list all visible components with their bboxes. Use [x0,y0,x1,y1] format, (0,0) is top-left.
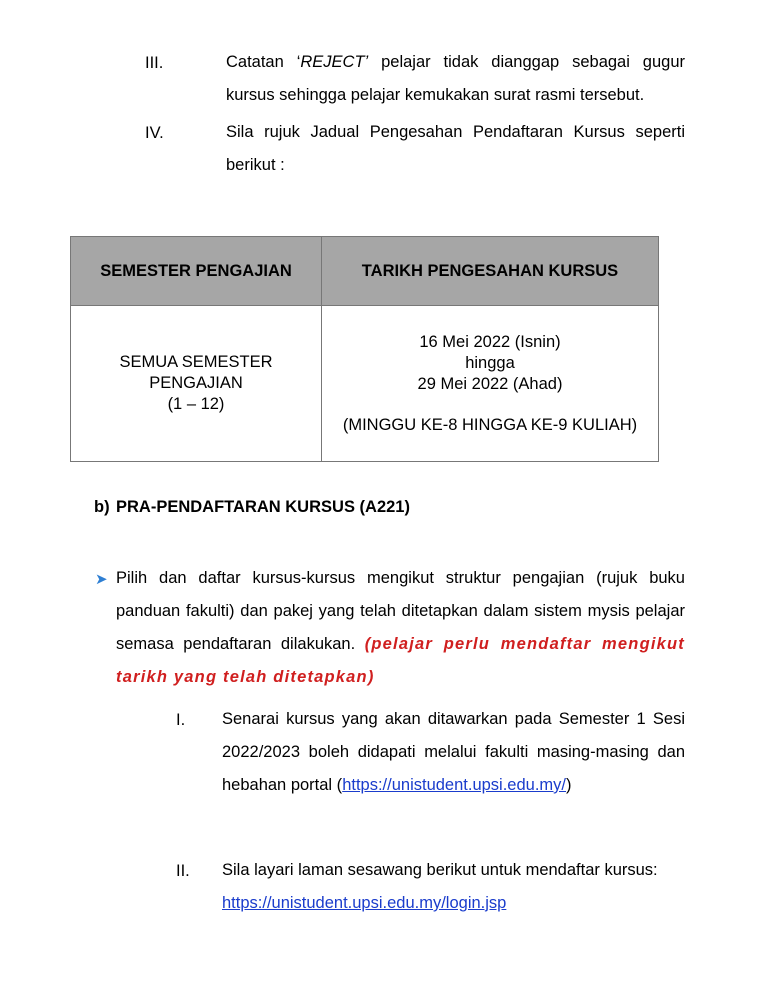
start-date: 16 Mei 2022 (Isnin) [419,332,561,351]
bullet-line: Pilih dan daftar kursus-kursus mengikut struktur pengajian (rujuk buku [116,569,685,587]
sub-i-line3 [222,769,685,802]
sub-i-line2: 2022/2023 boleh didapati melalui fakulti masing-masing dan [222,743,685,761]
semester-line: PENGAJIAN [149,374,243,392]
bullet-paragraph [116,562,685,694]
header-semester: SEMESTER PENGAJIAN [71,237,322,306]
bullet-line: panduan fakulti) dan pakej yang telah ditetapkan dalam sistem mysis pelajar [116,602,685,620]
item-iii-text [226,46,685,112]
item-iii-line1 [226,46,685,79]
numeral-iv: IV. [145,124,164,142]
header-confirmation-date: TARIKH PENGESAHAN KURSUS [322,237,659,306]
semester-line: SEMUA SEMESTER [119,353,273,371]
item-iv-line1: Sila rujuk Jadual Pengesahan Pendaftaran Kursus seperti [226,123,685,141]
reject-term: REJECT’ [300,53,369,71]
week-note: (MINGGU KE-8 HINGGA KE-9 KULIAH) [342,415,638,434]
arrow-bullet-icon: ➤ [95,571,108,588]
semester-cell [71,306,322,462]
bullet-line-mixed [116,628,685,661]
deadline-emphasis: (pelajar perlu mendaftar mengikut [364,635,685,653]
numeral-iii: III. [145,54,164,72]
course-confirmation-table [70,236,659,462]
table-header-row [71,237,659,306]
numeral-i: I. [176,711,186,729]
sub-ii-line1: Sila layari laman sesawang berikut untuk mendaftar kursus: [222,861,658,879]
item-iii-line2: kursus sehingga pelajar kemukakan surat rasmi tersebut. [226,86,645,104]
sub-ii-text [222,854,685,920]
section-b-title: PRA-PENDAFTARAN KURSUS (A221) [116,498,410,516]
item-iii-line1-post: pelajar tidak dianggap sebagai gugur [368,53,685,71]
item-iv-text [226,116,685,182]
deadline-emphasis-cont: tarikh yang telah ditetapkan) [116,668,375,686]
sub-i-text [222,703,685,802]
sub-i-line3-post: ) [566,776,572,794]
table-row [71,306,659,462]
item-iii-line1-pre: Catatan ‘ [226,53,301,71]
sub-i-line3-pre: hebahan portal ( [222,776,343,794]
date-connector: hingga [465,353,515,372]
semester-range: (1 – 12) [167,395,225,413]
sub-i-line1: Senarai kursus yang akan ditawarkan pada Semester 1 Sesi [222,710,685,728]
item-iv-line2: berikut : [226,156,285,174]
login-page-link[interactable]: https://unistudent.upsi.edu.my/login.jsp [222,894,507,912]
unistudent-portal-link[interactable]: https://unistudent.upsi.edu.my/ [342,776,566,794]
section-b-label: b) [94,498,110,516]
date-cell [322,306,659,462]
bullet-line-text: semasa pendaftaran dilakukan. [116,635,365,653]
numeral-ii: II. [176,862,190,880]
end-date: 29 Mei 2022 (Ahad) [417,374,563,393]
